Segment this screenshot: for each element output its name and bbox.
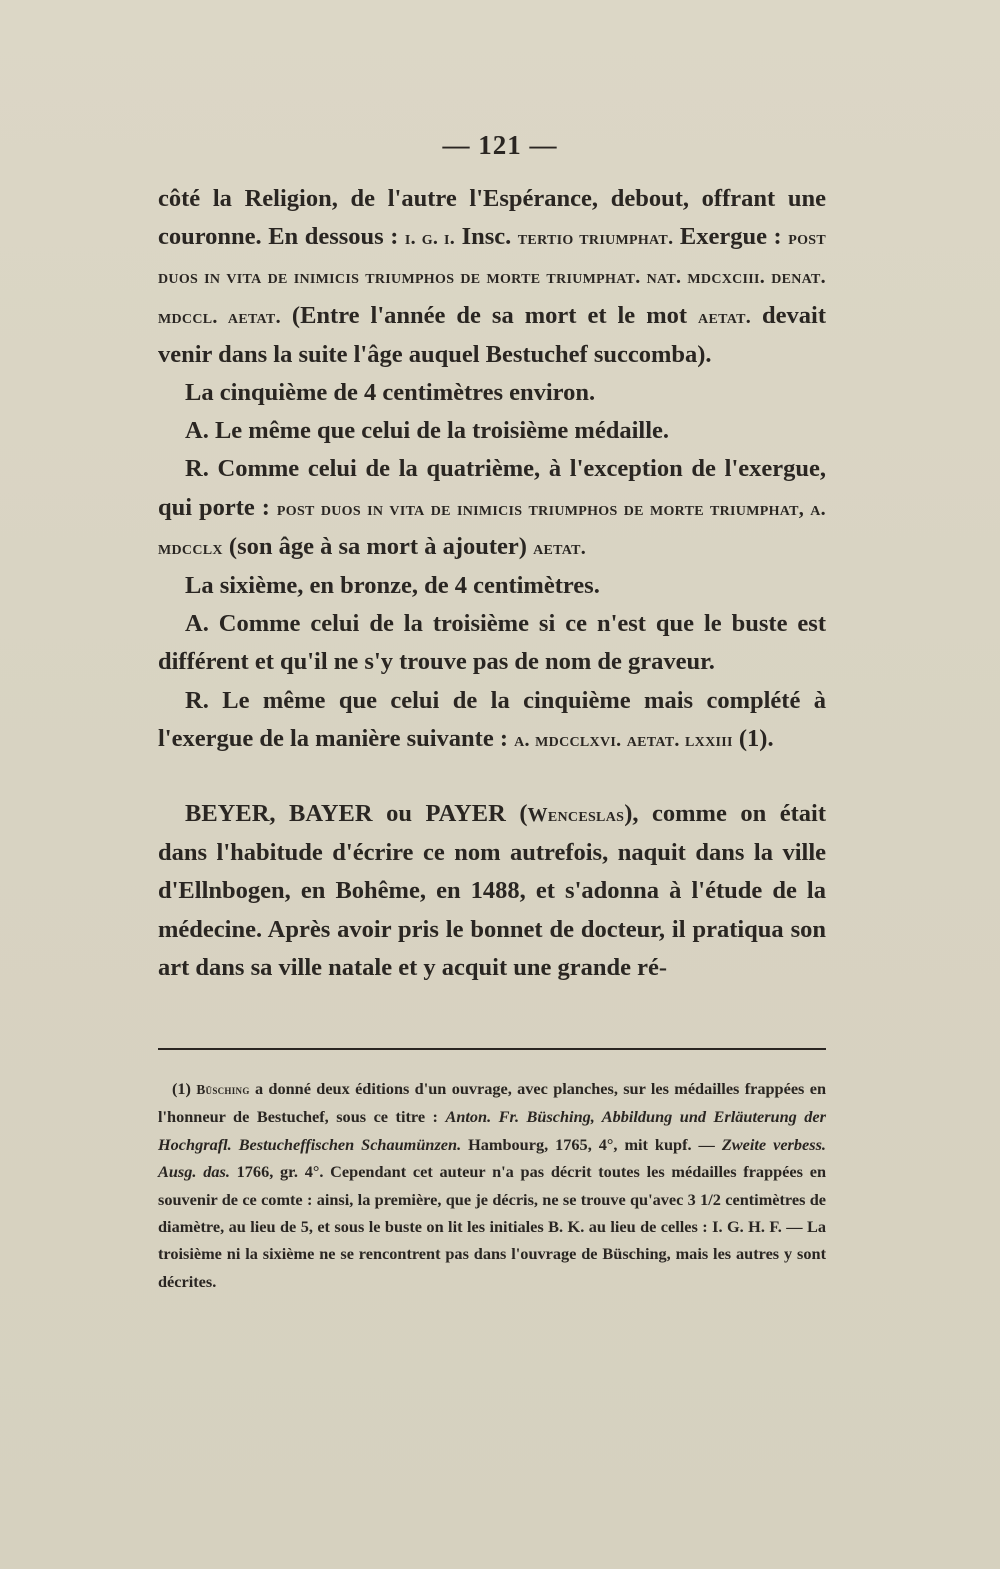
exergue-text: post duos in vita de inimicis triumphos de morte triumphat, a. mdcclx xyxy=(158,497,826,559)
footnote xyxy=(158,1075,826,1295)
main-text xyxy=(158,180,826,987)
text-run: ), comme on était dans l'habitude d'écrire ce nom autrefois, naquit dans la ville d'Ellnbogen, en Bohême, en 1488, et s'adonna à l'étude de la médecine. Après avoir pris le bonnet de docteur, il pratiqua son art dans sa ville natale et y acquit une grande ré- xyxy=(158,800,826,981)
footnote-text xyxy=(158,1075,826,1295)
exergue-text: a. mdcclxvi. aetat. lxxiii xyxy=(514,728,733,751)
text-run: 1766, gr. 4°. Cependant cet auteur n'a pas décrit toutes les médailles frappées en souvenir de ce comte : ainsi, la première, que je décris, ne se trouve qu'avec 3 1/2 centimètres de diamètre, au lieu de 5, et sous le buste on lit les initiales B. K. au lieu de celles : I. G. H. F. — La troisième ni la sixième ne se rencontrent pas dans l'ouvrage de Büsching, mais les autres y sont décrites. xyxy=(158,1162,826,1291)
footnote-marker: (1) xyxy=(172,1079,197,1098)
paragraph-fifth-reverse xyxy=(158,450,826,567)
edition-title: Zweite verbess. Ausg. das. xyxy=(158,1134,826,1182)
footnote-ref: (1). xyxy=(732,724,774,752)
aetat-word: aetat. xyxy=(533,536,587,559)
inscription-initials: i. g. i. xyxy=(404,227,456,250)
text-run: devait venir dans la suite l'âge auquel Bestuchef succomba). xyxy=(158,301,827,368)
text-run: côté la Religion, de l'autre l'Espérance, debout, offrant une couronne. En dessous : xyxy=(158,185,826,251)
text-run: R. Comme celui de la quatrième, à l'exception de l'exergue, qui porte : xyxy=(158,455,826,521)
section-spacer xyxy=(158,759,826,795)
exergue-text: post duos in vita de inimicis triumphos de morte triumphat. nat. mdcxciii. denat. mdccl. aetat. xyxy=(158,227,826,328)
text-run: Insc. xyxy=(455,223,518,251)
entry-first-name: Wenceslas xyxy=(527,804,625,827)
aetat-word: aetat. xyxy=(698,305,752,328)
text-run: (son âge à sa mort à ajouter) xyxy=(222,532,534,560)
author-name: Büsching xyxy=(196,1082,250,1097)
book-title: Anton. Fr. Büsching, Abbildung und Erläuterung der Hochgrafl. Bestucheffischen Schaumünzen. xyxy=(158,1107,826,1154)
paragraph-fifth-medal: La cinquième de 4 centimètres environ. xyxy=(185,379,596,407)
paragraph-sixth-reverse xyxy=(158,682,826,759)
paragraph-sixth-medal: La sixième, en bronze, de 4 centimètres. xyxy=(185,572,600,600)
paragraph-sixth-obverse: A. Comme celui de la troisième si ce n'est que le buste est différent et qu'il ne s'y trouve pas de nom de graveur. xyxy=(158,610,826,676)
paragraph-fifth-obverse: A. Le même que celui de la troisième médaille. xyxy=(185,417,669,445)
paragraph-beyer-entry xyxy=(158,795,826,987)
text-run: Hambourg, 1765, 4°, mit kupf. — xyxy=(461,1134,722,1154)
footnote-divider xyxy=(158,1048,826,1050)
text-run: R. Le même que celui de la cinquième mais complété à l'exergue de la manière suivante : xyxy=(158,686,826,752)
text-run: (Entre l'année de sa mort et le mot xyxy=(280,301,699,329)
text-run: a donné deux éditions d'un ouvrage, avec planches, sur les médailles frappées en l'honneur de Bestuchef, sous ce titre : xyxy=(158,1079,826,1127)
page-number: — 121 — xyxy=(442,130,558,160)
text-run: Exergue : xyxy=(673,223,789,251)
entry-heading: BEYER, BAYER ou PAYER ( xyxy=(185,800,528,828)
paragraph-medal-description xyxy=(158,180,826,374)
inscription-text: tertio triumphat. xyxy=(517,227,674,250)
